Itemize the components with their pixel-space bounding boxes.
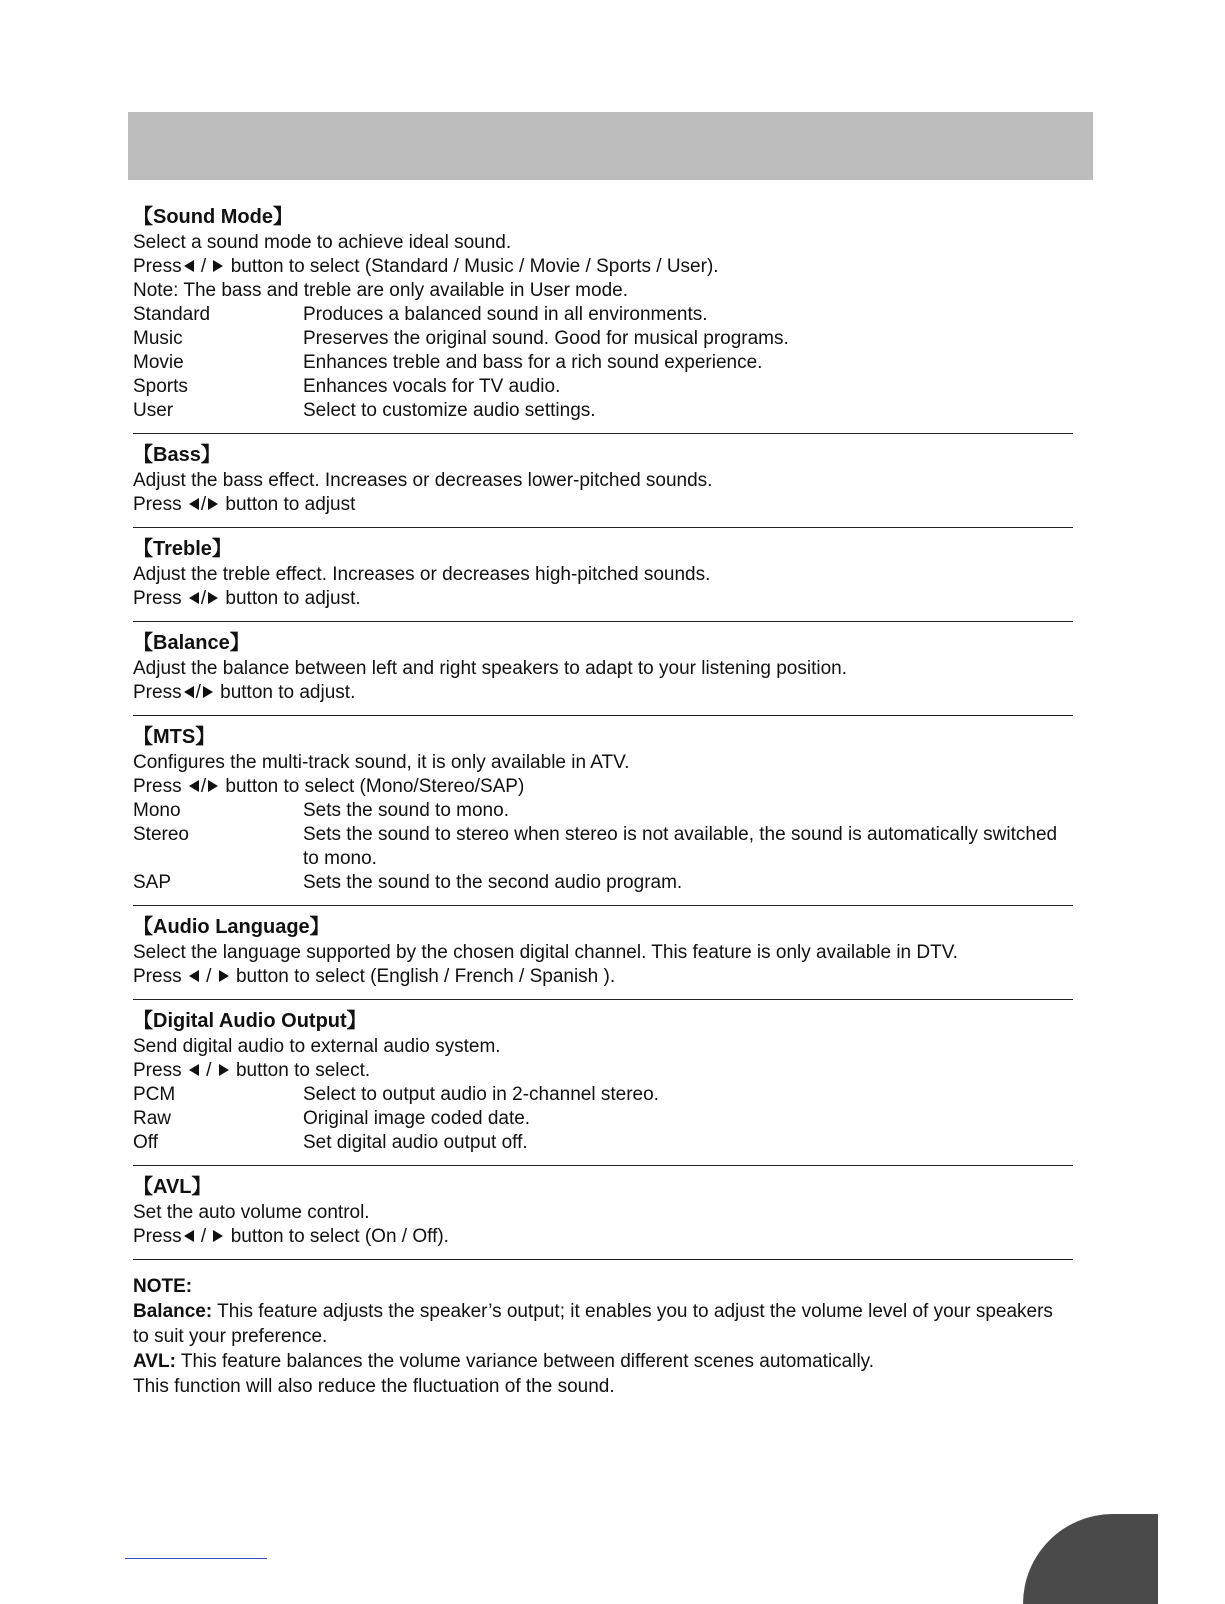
instruction-line (133, 775, 1073, 799)
section-title: 【Audio Language】 (133, 916, 330, 938)
press-description: button to select (Mono/Stereo/SAP) (220, 776, 525, 797)
option-description: Sets the sound to the second audio program. (303, 872, 683, 893)
instruction-line: Adjust the balance between left and right speakers to adapt to your listening position. (133, 658, 848, 679)
option-description: Enhances vocals for TV audio. (303, 376, 561, 397)
note-avl-label: AVL: (133, 1351, 176, 1372)
option-row (133, 1107, 1073, 1131)
press-description: button to adjust. (220, 588, 361, 609)
separator: / (200, 1060, 217, 1081)
instruction-line (133, 493, 1073, 517)
option-row (133, 1131, 1073, 1155)
note-heading: NOTE: (133, 1276, 193, 1297)
right-arrow-icon (203, 686, 213, 698)
press-description: button to select (English / French / Spanish ). (230, 966, 616, 987)
note-block (133, 1274, 1073, 1399)
separator: / (195, 682, 201, 703)
option-row (133, 351, 1073, 375)
option-row (133, 799, 1073, 823)
option-name: Mono (133, 800, 181, 821)
left-arrow-icon (184, 260, 194, 272)
option-name: Off (133, 1132, 158, 1153)
left-arrow-icon (189, 498, 199, 510)
left-arrow-icon (189, 1064, 199, 1076)
page-number-tab (1023, 1514, 1158, 1604)
section (133, 914, 1073, 1000)
section (133, 630, 1073, 716)
right-arrow-icon (219, 970, 229, 982)
separator: / (200, 588, 207, 609)
left-arrow-icon (189, 780, 199, 792)
instruction-line (133, 587, 1073, 611)
separator: / (195, 256, 212, 277)
instruction-line: Set the auto volume control. (133, 1202, 370, 1223)
instruction-line (133, 681, 1073, 705)
right-arrow-icon (208, 780, 218, 792)
option-row (133, 375, 1073, 399)
instruction-line: Adjust the treble effect. Increases or decreases high-pitched sounds. (133, 564, 711, 585)
press-label: Press (133, 776, 187, 797)
note-extra: This function will also reduce the fluctuation of the sound. (133, 1376, 615, 1397)
note-avl (133, 1349, 1073, 1374)
option-name: Stereo (133, 824, 189, 845)
option-description: Sets the sound to stereo when stereo is not available, the sound is automatically switched to mono. (303, 824, 1058, 869)
left-arrow-icon (184, 686, 194, 698)
instruction-line (133, 1225, 1073, 1249)
note-balance-label: Balance: (133, 1301, 213, 1322)
instruction-line: Note: The bass and treble are only available in User mode. (133, 280, 628, 301)
note-balance-text: This feature adjusts the speaker’s output; it enables you to adjust the volume level of your speakers to suit your preference. (133, 1301, 1053, 1347)
option-description: Select to output audio in 2-channel stereo. (303, 1084, 659, 1105)
section-title: 【Sound Mode】 (133, 206, 293, 228)
option-description: Enhances treble and bass for a rich sound experience. (303, 352, 763, 373)
section (133, 536, 1073, 622)
section-title: 【Bass】 (133, 444, 221, 466)
option-name: Sports (133, 376, 188, 397)
section-title: 【Digital Audio Output】 (133, 1010, 367, 1032)
instruction-line (133, 255, 1073, 279)
option-description: Set digital audio output off. (303, 1132, 528, 1153)
left-arrow-icon (189, 592, 199, 604)
right-arrow-icon (208, 592, 218, 604)
option-name: Standard (133, 304, 211, 325)
section (133, 724, 1073, 906)
press-description: button to adjust (220, 494, 356, 515)
option-name: Music (133, 328, 183, 349)
section (133, 1008, 1073, 1166)
option-description: Preserves the original sound. Good for musical programs. (303, 328, 789, 349)
press-label: Press (133, 1060, 187, 1081)
right-arrow-icon (208, 498, 218, 510)
section-title: 【Balance】 (133, 632, 250, 654)
separator: / (200, 776, 207, 797)
option-row (133, 1083, 1073, 1107)
instruction-line (133, 965, 1073, 989)
left-arrow-icon (184, 1230, 194, 1242)
option-row (133, 871, 1073, 895)
option-name: User (133, 400, 174, 421)
footer-underline (125, 1558, 267, 1559)
press-label: Press (133, 588, 187, 609)
right-arrow-icon (213, 1230, 223, 1242)
option-row (133, 303, 1073, 327)
instruction-line: Configures the multi-track sound, it is only available in ATV. (133, 752, 630, 773)
option-row (133, 399, 1073, 423)
option-row (133, 327, 1073, 351)
section (133, 204, 1073, 434)
section-title: 【MTS】 (133, 726, 216, 748)
option-row (133, 823, 1073, 871)
instruction-line: Select the language supported by the chosen digital channel. This feature is only available in DTV. (133, 942, 958, 963)
press-label: Press (133, 494, 187, 515)
option-name: Raw (133, 1108, 172, 1129)
left-arrow-icon (189, 970, 199, 982)
note-balance (133, 1299, 1073, 1349)
separator: / (195, 1226, 212, 1247)
separator: / (200, 966, 217, 987)
section (133, 1174, 1073, 1260)
press-description: button to select (On / Off). (225, 1226, 449, 1247)
option-description: Produces a balanced sound in all environments. (303, 304, 708, 325)
right-arrow-icon (219, 1064, 229, 1076)
manual-content (133, 204, 1073, 1399)
instruction-line: Send digital audio to external audio system. (133, 1036, 501, 1057)
option-name: PCM (133, 1084, 176, 1105)
option-description: Sets the sound to mono. (303, 800, 509, 821)
note-avl-text: This feature balances the volume variance between different scenes automatically. (175, 1351, 875, 1372)
press-description: button to adjust. (214, 682, 356, 703)
press-label: Press (133, 966, 187, 987)
header-bar (128, 112, 1093, 180)
section (133, 442, 1073, 528)
press-description: button to select (Standard / Music / Movie / Sports / User). (225, 256, 719, 277)
instruction-line (133, 1059, 1073, 1083)
option-name: Movie (133, 352, 184, 373)
press-label: Press (133, 682, 182, 703)
section-title: 【Treble】 (133, 538, 232, 560)
option-description: Select to customize audio settings. (303, 400, 596, 421)
section-title: 【AVL】 (133, 1176, 212, 1198)
instruction-line: Select a sound mode to achieve ideal sound. (133, 232, 512, 253)
separator: / (200, 494, 207, 515)
right-arrow-icon (213, 260, 223, 272)
option-name: SAP (133, 872, 172, 893)
press-description: button to select. (230, 1060, 371, 1081)
instruction-line: Adjust the bass effect. Increases or decreases lower-pitched sounds. (133, 470, 713, 491)
press-label: Press (133, 256, 182, 277)
option-description: Original image coded date. (303, 1108, 531, 1129)
press-label: Press (133, 1226, 182, 1247)
